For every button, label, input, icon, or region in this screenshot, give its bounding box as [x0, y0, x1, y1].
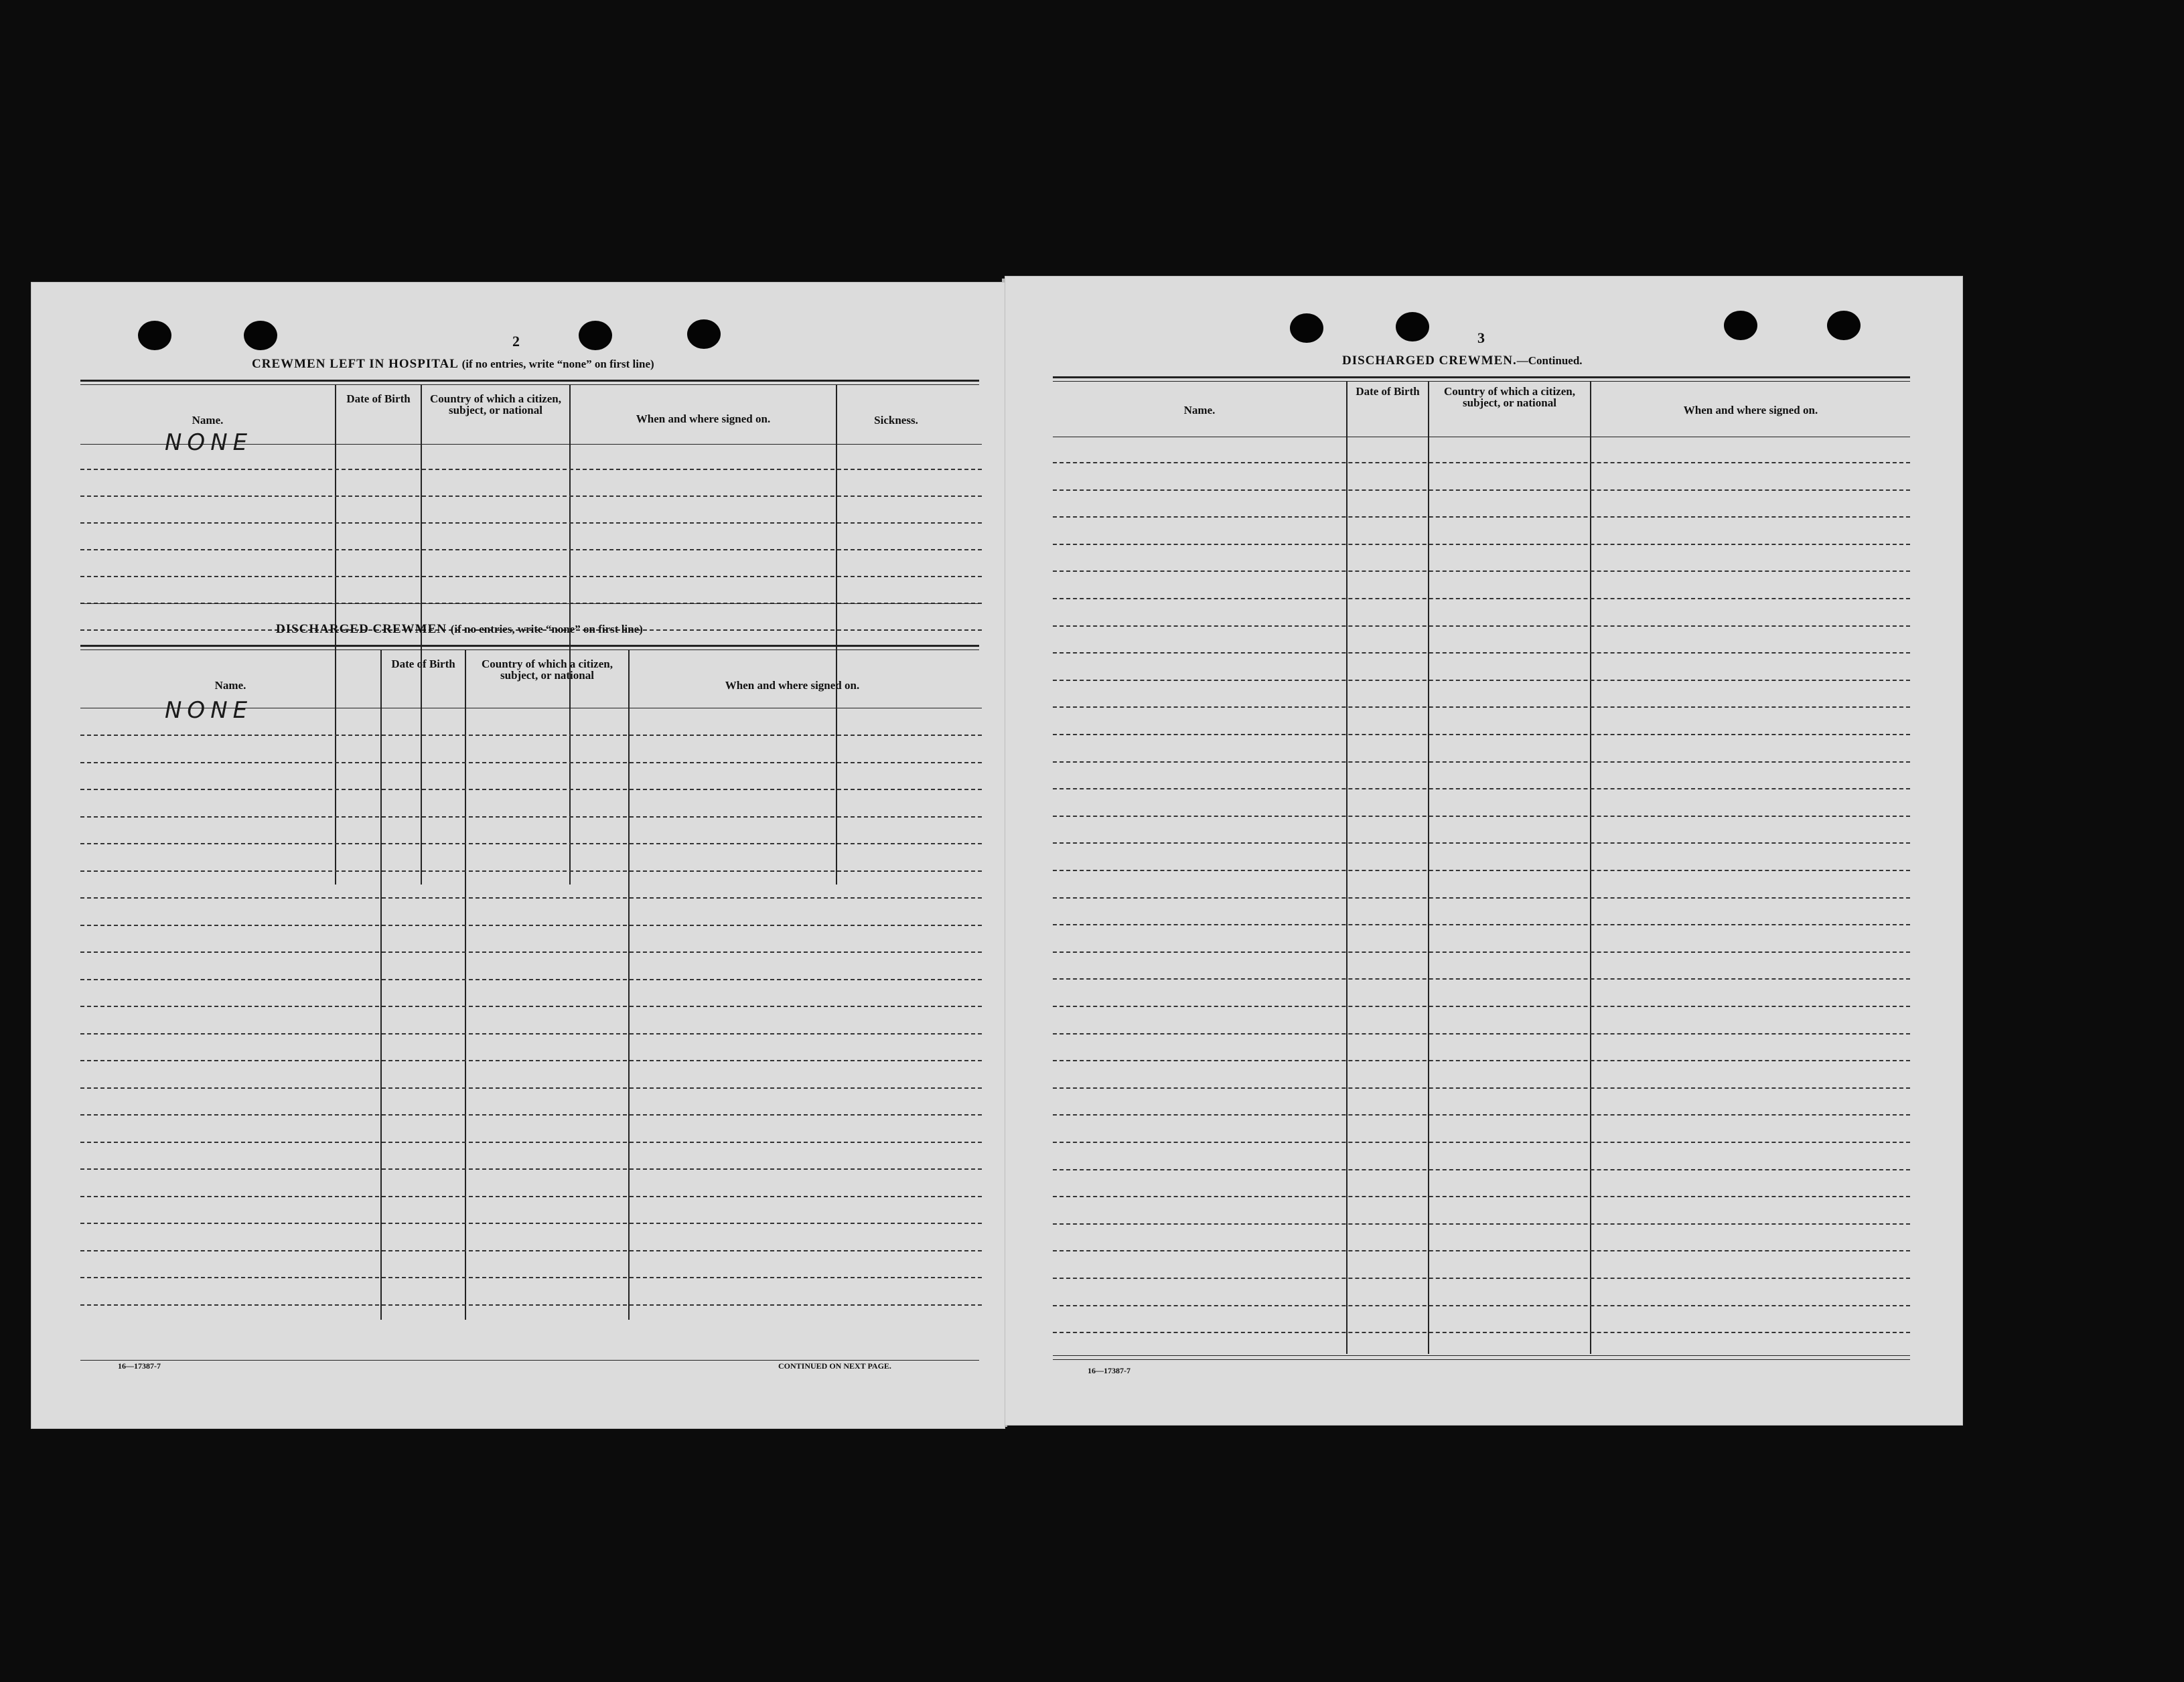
punch-hole — [244, 321, 277, 350]
hospital-instruction: (if no entries, write “none” on first line) — [461, 358, 654, 370]
col-header-signed-on: When and where signed on. — [636, 412, 771, 425]
punch-hole — [579, 321, 612, 350]
discharged-table — [80, 650, 982, 1320]
entry-line — [1053, 924, 1910, 925]
entry-line — [1053, 897, 1910, 899]
entry-line — [80, 1142, 982, 1143]
entry-line — [1053, 1033, 1910, 1035]
discharged-title-text: DISCHARGED CREWMEN. — [1342, 354, 1517, 368]
entry-line — [80, 1060, 982, 1061]
col-header-name: Name. — [1183, 404, 1216, 416]
rule — [1053, 1359, 1910, 1360]
entry-line — [80, 1168, 982, 1170]
punch-hole — [138, 321, 171, 350]
entry-line — [80, 495, 982, 497]
entry-line — [80, 925, 982, 926]
entry-line — [80, 469, 982, 470]
entry-line — [80, 1304, 982, 1306]
entry-line — [80, 1196, 982, 1197]
continued-note: CONTINUED ON NEXT PAGE. — [778, 1361, 891, 1371]
entry-line — [1053, 570, 1910, 572]
entry-line — [80, 789, 982, 790]
col-header-dob: Date of Birth — [346, 392, 411, 405]
punch-hole — [1290, 313, 1323, 343]
entry-line — [80, 549, 982, 550]
entry-line — [1053, 1060, 1910, 1061]
entry-line — [1053, 1006, 1910, 1007]
entry-line — [1053, 462, 1910, 463]
entry-line — [1053, 625, 1910, 627]
entry-line — [1053, 761, 1910, 763]
col-header-signed-on: When and where signed on. — [1683, 404, 1818, 416]
discharged-continued-title — [1342, 354, 1583, 368]
entry-line — [80, 762, 982, 763]
entry-line — [1053, 734, 1910, 735]
entry-line — [1053, 489, 1910, 491]
entry-line — [1053, 1087, 1910, 1089]
rule — [80, 380, 979, 382]
form-number: 16—17387-7 — [1088, 1366, 1131, 1375]
entry-line — [80, 1223, 982, 1224]
punch-hole — [1396, 312, 1429, 341]
entry-line — [80, 522, 982, 524]
column-divider — [1590, 382, 1591, 1354]
col-header-name: Name. — [214, 679, 246, 692]
column-divider — [1428, 382, 1429, 1354]
discharged-continued-table — [1053, 382, 1910, 1353]
entry-line — [80, 897, 982, 899]
entry-line — [1053, 680, 1910, 681]
rule — [1053, 376, 1910, 378]
continued-label: —Continued. — [1516, 354, 1583, 367]
entry-line — [80, 843, 982, 844]
punch-hole — [687, 319, 721, 349]
entry-line — [1053, 598, 1910, 599]
entry-line — [1053, 1250, 1910, 1251]
entry-line — [1053, 978, 1910, 980]
handwritten-entry: NONE — [165, 429, 253, 456]
column-divider — [1346, 382, 1348, 1354]
rule — [80, 603, 979, 604]
column-divider — [465, 650, 466, 1320]
entry-line — [1053, 1114, 1910, 1116]
rule — [80, 1360, 979, 1361]
entry-line — [1053, 516, 1910, 518]
entry-line — [1053, 788, 1910, 789]
form-number: 16—17387-7 — [118, 1361, 161, 1371]
rule — [80, 645, 979, 647]
col-header-country: Country of which a citizen, subject, or national — [482, 658, 613, 682]
col-header-country: Country of which a citizen, subject, or national — [430, 392, 561, 416]
entry-line — [1053, 870, 1910, 871]
entry-line — [80, 576, 982, 577]
entry-line — [1053, 544, 1910, 545]
entry-line — [1053, 1169, 1910, 1170]
page-number: 3 — [1477, 329, 1485, 346]
entry-line — [1053, 1305, 1910, 1306]
entry-line — [1053, 706, 1910, 708]
hospital-section-title — [252, 357, 654, 372]
rule — [1053, 1355, 1910, 1356]
punch-hole — [1827, 311, 1861, 340]
entry-line — [80, 1087, 982, 1089]
left-page — [31, 282, 1005, 1429]
column-divider — [380, 650, 382, 1320]
entry-line — [80, 979, 982, 980]
entry-line — [80, 1033, 982, 1035]
entry-line — [1053, 1196, 1910, 1197]
handwritten-entry: NONE — [165, 697, 253, 724]
discharged-title-text: DISCHARGED CREWMEN — [276, 622, 447, 636]
entry-line — [80, 870, 982, 872]
col-header-name: Name. — [192, 414, 224, 427]
entry-line — [1053, 951, 1910, 953]
entry-line — [80, 951, 982, 953]
col-header-dob: Date of Birth — [391, 658, 455, 670]
col-header-signed-on: When and where signed on. — [725, 679, 860, 692]
entry-line — [1053, 816, 1910, 817]
entry-line — [80, 1250, 982, 1251]
entry-line — [1053, 1278, 1910, 1279]
punch-hole — [1724, 311, 1757, 340]
discharged-section-title — [276, 622, 643, 637]
entry-line — [80, 1114, 982, 1116]
entry-line — [80, 1006, 982, 1007]
entry-line — [1053, 842, 1910, 844]
page-number: 2 — [512, 333, 520, 350]
column-divider — [628, 650, 630, 1320]
col-header-sickness: Sickness. — [874, 414, 918, 427]
entry-line — [80, 1277, 982, 1278]
entry-line — [80, 816, 982, 818]
entry-line — [80, 735, 982, 736]
col-header-dob: Date of Birth — [1356, 385, 1420, 398]
entry-line — [1053, 1223, 1910, 1225]
col-header-country: Country of which a citizen, subject, or national — [1444, 385, 1575, 409]
right-page — [1005, 276, 1963, 1426]
entry-line — [1053, 1332, 1910, 1333]
entry-line — [1053, 1142, 1910, 1143]
hospital-title-text: CREWMEN LEFT IN HOSPITAL — [252, 357, 458, 371]
entry-line — [1053, 652, 1910, 654]
discharged-instruction: (if no entries, write “none” on first line) — [450, 623, 643, 635]
